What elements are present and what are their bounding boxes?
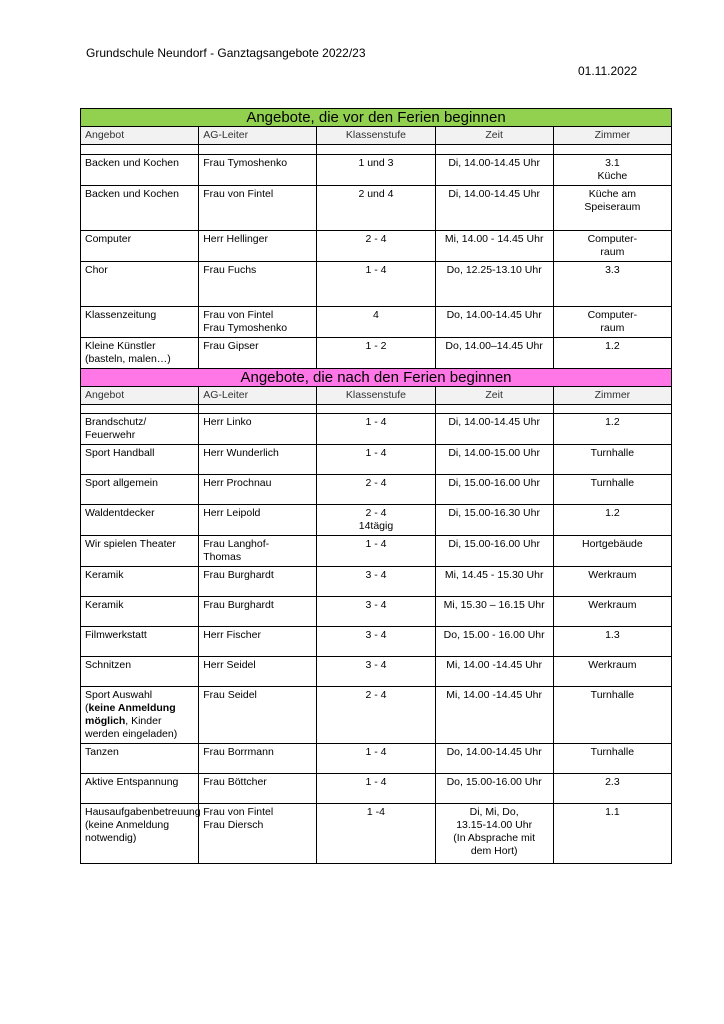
cell-zeit: Mi, 14.00 -14.45 Uhr	[435, 657, 553, 687]
cell-leiter: Herr Hellinger	[199, 231, 317, 262]
cell-zimmer: 1.2	[553, 414, 671, 445]
cell-klassenstufe: 1 - 4	[317, 414, 435, 445]
spacer-row	[81, 405, 672, 414]
table-row	[81, 744, 672, 774]
cell-leiter: Frau Seidel	[199, 687, 317, 744]
cell-klassenstufe: 1 - 4	[317, 445, 435, 475]
cell-leiter: Herr Fischer	[199, 627, 317, 657]
table-row	[81, 231, 672, 262]
column-header-zimmer: Zimmer	[553, 387, 671, 405]
cell-zeit: Di, 14.00-14.45 Uhr	[435, 186, 553, 231]
cell-zimmer: Turnhalle	[553, 687, 671, 744]
column-header-leiter: AG-Leiter	[199, 127, 317, 145]
table-row	[81, 774, 672, 804]
cell-leiter: Frau Burghardt	[199, 567, 317, 597]
cell-zeit: Mi, 15.30 – 16.15 Uhr	[435, 597, 553, 627]
cell-zeit: Do, 14.00-14.45 Uhr	[435, 307, 553, 338]
cell-angebot-note-open: (	[85, 702, 89, 714]
cell-zeit: Di, 15.00-16.30 Uhr	[435, 505, 553, 536]
cell-leiter: Herr Wunderlich	[199, 445, 317, 475]
cell-leiter: Frau Böttcher	[199, 774, 317, 804]
cell-zimmer: Computer- raum	[553, 231, 671, 262]
cell-zimmer: 3.3	[553, 262, 671, 307]
cell-zeit: Mi, 14.00 -14.45 Uhr	[435, 687, 553, 744]
schedule-table	[80, 108, 672, 864]
table-row	[81, 627, 672, 657]
table-row	[81, 445, 672, 475]
cell-zimmer: Turnhalle	[553, 475, 671, 505]
section-header-before-holidays	[81, 109, 672, 127]
cell-zeit: Do, 12.25-13.10 Uhr	[435, 262, 553, 307]
cell-zimmer: Werkraum	[553, 597, 671, 627]
cell-zeit: Do, 14.00-14.45 Uhr	[435, 744, 553, 774]
cell-zimmer: Hortgebäude	[553, 536, 671, 567]
cell-leiter: Frau Langhof- Thomas	[199, 536, 317, 567]
cell-angebot: Keramik	[81, 567, 199, 597]
document-date: 01.11.2022	[578, 64, 638, 78]
table-row	[81, 307, 672, 338]
table-row	[81, 597, 672, 627]
table-row	[81, 657, 672, 687]
cell-zeit: Di, 15.00-16.00 Uhr	[435, 536, 553, 567]
cell-leiter: Frau Borrmann	[199, 744, 317, 774]
cell-angebot-note-rest: , Kinder werden eingeladen)	[85, 715, 178, 740]
cell-leiter: Herr Prochnau	[199, 475, 317, 505]
table-row	[81, 687, 672, 744]
cell-angebot: Brandschutz/ Feuerwehr	[81, 414, 199, 445]
cell-leiter: Herr Leipold	[199, 505, 317, 536]
spacer-row	[81, 145, 672, 155]
table-row	[81, 414, 672, 445]
column-header-klassenstufe: Klassenstufe	[317, 127, 435, 145]
cell-zimmer: 3.1 Küche	[553, 155, 671, 186]
column-header-angebot: Angebot	[81, 127, 199, 145]
cell-leiter: Frau Tymoshenko	[199, 155, 317, 186]
cell-leiter: Frau Fuchs	[199, 262, 317, 307]
cell-klassenstufe: 1 - 4	[317, 744, 435, 774]
cell-leiter: Frau Burghardt	[199, 597, 317, 627]
cell-zimmer: 1.3	[553, 627, 671, 657]
cell-angebot: Backen und Kochen	[81, 155, 199, 186]
cell-klassenstufe: 2 - 4 14tägig	[317, 505, 435, 536]
cell-klassenstufe: 2 - 4	[317, 475, 435, 505]
table-row	[81, 505, 672, 536]
cell-zeit: Do, 15.00 - 16.00 Uhr	[435, 627, 553, 657]
cell-zeit: Di, 15.00-16.00 Uhr	[435, 475, 553, 505]
column-header-zeit: Zeit	[435, 127, 553, 145]
cell-zeit: Di, Mi, Do, 13.15-14.00 Uhr (In Absprache mit dem Hort)	[435, 804, 553, 864]
cell-angebot-title: Sport Auswahl	[85, 689, 153, 701]
cell-klassenstufe: 2 und 4	[317, 186, 435, 231]
cell-angebot: Wir spielen Theater	[81, 536, 199, 567]
cell-zimmer: 1.2	[553, 338, 671, 369]
cell-angebot: Tanzen	[81, 744, 199, 774]
cell-zimmer: Computer- raum	[553, 307, 671, 338]
cell-zimmer: 2.3	[553, 774, 671, 804]
section-header-after-holidays	[81, 369, 672, 387]
cell-klassenstufe: 2 - 4	[317, 687, 435, 744]
table-row	[81, 155, 672, 186]
cell-klassenstufe: 1 - 4	[317, 774, 435, 804]
cell-zimmer: Turnhalle	[553, 744, 671, 774]
cell-angebot-note-bold: keine Anmeldung möglich	[85, 702, 176, 727]
cell-angebot: Sport allgemein	[81, 475, 199, 505]
column-header-leiter: AG-Leiter	[199, 387, 317, 405]
cell-angebot: Keramik	[81, 597, 199, 627]
cell-zeit: Mi, 14.00 - 14.45 Uhr	[435, 231, 553, 262]
cell-zimmer: Küche am Speiseraum	[553, 186, 671, 231]
cell-angebot: Klassenzeitung	[81, 307, 199, 338]
cell-angebot	[81, 687, 199, 744]
column-header-klassenstufe: Klassenstufe	[317, 387, 435, 405]
cell-zimmer: Werkraum	[553, 567, 671, 597]
column-header-zeit: Zeit	[435, 387, 553, 405]
cell-angebot: Computer	[81, 231, 199, 262]
column-header-zimmer: Zimmer	[553, 127, 671, 145]
cell-leiter: Herr Linko	[199, 414, 317, 445]
cell-zeit: Di, 14.00-14.45 Uhr	[435, 414, 553, 445]
cell-angebot: Schnitzen	[81, 657, 199, 687]
cell-klassenstufe: 2 - 4	[317, 231, 435, 262]
cell-zeit: Do, 14.00–14.45 Uhr	[435, 338, 553, 369]
document-title: Grundschule Neundorf - Ganztagsangebote 2022/23	[86, 46, 366, 60]
cell-klassenstufe: 1 - 4	[317, 536, 435, 567]
cell-zimmer: 1.2	[553, 505, 671, 536]
cell-leiter: Frau von Fintel Frau Tymoshenko	[199, 307, 317, 338]
cell-zeit: Di, 14.00-15.00 Uhr	[435, 445, 553, 475]
cell-klassenstufe: 3 - 4	[317, 567, 435, 597]
column-header-angebot: Angebot	[81, 387, 199, 405]
cell-klassenstufe: 3 - 4	[317, 657, 435, 687]
cell-leiter: Herr Seidel	[199, 657, 317, 687]
cell-angebot: Backen und Kochen	[81, 186, 199, 231]
table-row	[81, 262, 672, 307]
cell-klassenstufe: 1 -4	[317, 804, 435, 864]
column-header-row	[81, 387, 672, 405]
cell-angebot: Aktive Entspannung	[81, 774, 199, 804]
section-title: Angebote, die vor den Ferien beginnen	[81, 109, 672, 127]
cell-leiter: Frau von Fintel Frau Diersch	[199, 804, 317, 864]
cell-klassenstufe: 1 - 4	[317, 262, 435, 307]
table-row	[81, 536, 672, 567]
cell-zeit: Do, 15.00-16.00 Uhr	[435, 774, 553, 804]
cell-leiter: Frau von Fintel	[199, 186, 317, 231]
cell-zeit: Mi, 14.45 - 15.30 Uhr	[435, 567, 553, 597]
cell-klassenstufe: 3 - 4	[317, 627, 435, 657]
cell-zimmer: Werkraum	[553, 657, 671, 687]
table-row	[81, 186, 672, 231]
section-title: Angebote, die nach den Ferien beginnen	[81, 369, 672, 387]
cell-zeit: Di, 14.00-14.45 Uhr	[435, 155, 553, 186]
cell-klassenstufe: 3 - 4	[317, 597, 435, 627]
cell-klassenstufe: 1 - 2	[317, 338, 435, 369]
cell-zimmer: Turnhalle	[553, 445, 671, 475]
table-row	[81, 475, 672, 505]
cell-angebot: Sport Handball	[81, 445, 199, 475]
cell-angebot: Waldentdecker	[81, 505, 199, 536]
cell-klassenstufe: 1 und 3	[317, 155, 435, 186]
table-row	[81, 804, 672, 864]
column-header-row	[81, 127, 672, 145]
cell-angebot: Chor	[81, 262, 199, 307]
cell-angebot: Hausaufgabenbetreuung (keine Anmeldung notwendig)	[81, 804, 199, 864]
cell-klassenstufe: 4	[317, 307, 435, 338]
table-row	[81, 338, 672, 369]
cell-leiter: Frau Gipser	[199, 338, 317, 369]
cell-angebot: Filmwerkstatt	[81, 627, 199, 657]
cell-zimmer: 1.1	[553, 804, 671, 864]
table-row	[81, 567, 672, 597]
cell-angebot: Kleine Künstler (basteln, malen…)	[81, 338, 199, 369]
